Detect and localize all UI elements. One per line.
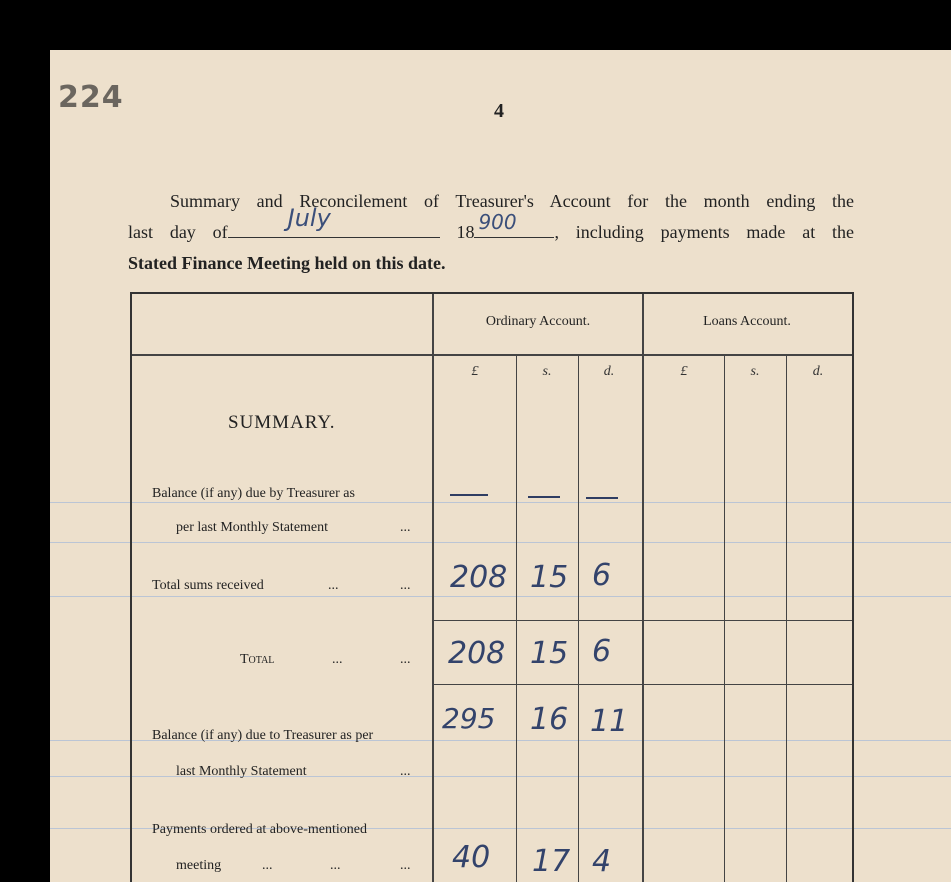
received-pence: 6 [592,558,612,593]
ledger-page [50,50,951,882]
leader-dots: ... [328,578,339,593]
received-pounds: 208 [450,560,508,595]
unit-shillings: s. [750,364,760,379]
total-pence: 6 [592,634,612,669]
page-stamp-number: 224 [58,80,124,115]
balance-to-shillings: 16 [530,702,569,737]
amount-dash-pence [586,497,618,499]
row-rule [432,684,852,685]
heading-line-1: Summary and Reconcilement of Treasurer's Account for the month ending the [170,191,854,211]
payments-pence: 4 [592,844,612,879]
heading-prefix: last day of [128,222,228,242]
unit-pounds: £ [471,364,479,379]
row-label-balance-to: Balance (if any) due to Treasurer as per [152,728,374,743]
row-label-balance-by: Balance (if any) due by Treasurer as [152,486,355,501]
leader-dots: ... [262,858,273,873]
unit-shillings: s. [542,364,552,379]
balance-to-pence: 11 [590,704,629,739]
column-rule [578,354,579,882]
column-rule [642,294,644,882]
heading-line-3: Stated Finance Meeting held on this date. [128,253,446,273]
document-heading [128,186,854,279]
summary-title: SUMMARY. [228,412,336,433]
loans-account-header: Loans Account. [703,314,791,329]
leader-dots: ... [400,652,411,667]
leader-dots: ... [400,764,411,779]
row-label-payments-2: meeting [176,858,222,873]
row-rule [432,620,852,621]
total-pounds: 208 [448,636,506,671]
received-shillings: 15 [530,560,569,595]
unit-pence: d. [603,364,615,379]
amount-dash-shillings [528,496,560,498]
amount-dash-pounds [450,494,488,496]
column-rule [724,354,725,882]
leader-dots: ... [400,858,411,873]
leader-dots: ... [400,578,411,593]
row-label-balance-by-2: per last Monthly Statement [176,520,329,535]
handwritten-month: July [287,204,331,232]
row-label-total: Total [240,652,275,667]
handwritten-year: 900 [478,210,517,234]
year-prefix: 18 [456,222,475,242]
page-number: 4 [494,100,504,122]
payments-pounds: 40 [452,840,491,875]
heading-suffix: , including payments made at the [554,222,855,242]
summary-table [130,292,854,882]
row-label-balance-to-2: last Monthly Statement [176,764,307,779]
row-label-payments: Payments ordered at above-mentioned [152,822,367,837]
unit-pounds: £ [680,364,688,379]
leader-dots: ... [330,858,341,873]
column-rule [432,294,434,882]
column-rule [786,354,787,882]
total-shillings: 15 [530,636,569,671]
year-blank [474,210,554,238]
unit-pence: d. [812,364,824,379]
heading-line-2 [128,204,855,248]
month-blank [228,204,440,238]
ordinary-account-header: Ordinary Account. [485,314,591,329]
payments-shillings: 17 [532,844,571,879]
balance-to-pounds: 295 [442,702,496,735]
header-rule [132,354,852,356]
row-label-received: Total sums received [152,578,264,593]
leader-dots: ... [400,520,411,535]
leader-dots: ... [332,652,343,667]
column-rule [516,354,517,882]
